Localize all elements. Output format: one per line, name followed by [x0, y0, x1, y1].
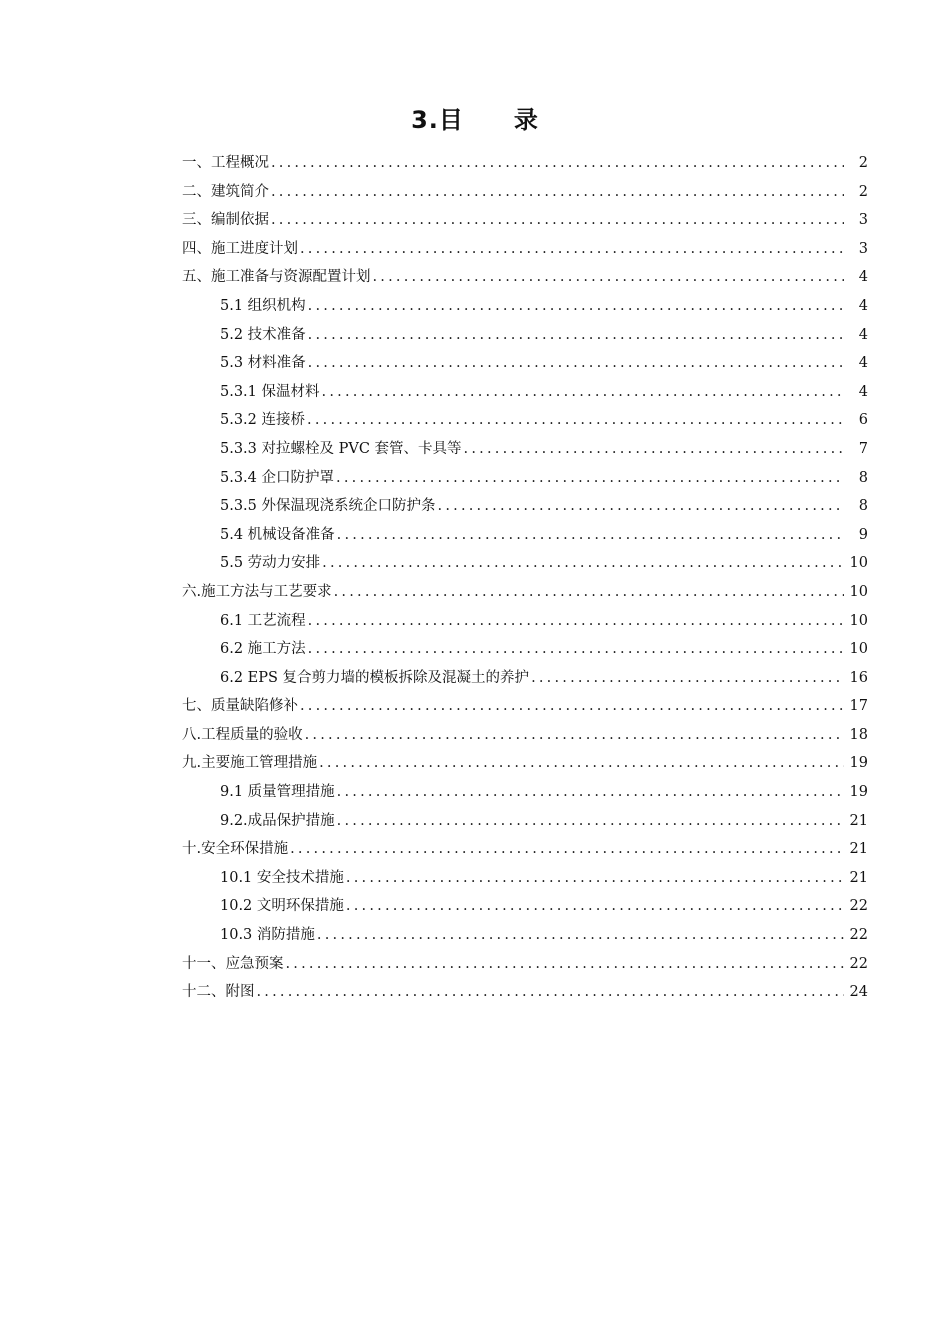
toc-entry[interactable] [182, 551, 868, 580]
toc-dot-leader [308, 298, 844, 314]
toc-dot-leader [322, 555, 843, 571]
toc-dot-leader [373, 269, 845, 285]
toc-dot-leader [308, 641, 844, 657]
toc-entry[interactable] [182, 866, 868, 895]
toc-entry[interactable] [182, 323, 868, 352]
toc-dot-leader [308, 355, 844, 371]
toc-entry-label: 5.3.5 外保温现浇系统企口防护条 [220, 498, 436, 515]
toc-entry-page-number: 21 [849, 841, 868, 858]
toc-entry[interactable] [182, 208, 868, 237]
table-of-contents [182, 151, 868, 1009]
toc-entry[interactable] [182, 523, 868, 552]
toc-dot-leader [271, 212, 844, 228]
toc-dot-leader [531, 670, 843, 686]
toc-entry-page-number: 2 [858, 155, 868, 171]
toc-entry[interactable] [182, 694, 868, 723]
toc-entry-label: 五、施工准备与资源配置计划 [182, 269, 371, 286]
toc-entry-page-number: 4 [858, 383, 868, 400]
toc-entry-label: 八.工程质量的验收 [182, 726, 303, 743]
toc-entry-label: 5.3.2 连接桥 [220, 412, 306, 429]
toc-dot-leader [346, 870, 844, 886]
toc-dot-leader [290, 841, 843, 857]
toc-entry-page-number: 4 [858, 355, 868, 372]
toc-dot-leader [334, 584, 844, 600]
toc-entry-page-number: 4 [858, 326, 868, 343]
toc-entry[interactable] [182, 265, 868, 294]
toc-entry-label: 5.2 技术准备 [220, 326, 306, 343]
toc-entry-label: 九.主要施工管理措施 [182, 755, 318, 772]
toc-entry-page-number: 21 [849, 869, 868, 886]
toc-entry[interactable] [182, 751, 868, 780]
toc-entry[interactable] [182, 351, 868, 380]
toc-entry-page-number: 24 [849, 984, 868, 1001]
toc-entry[interactable] [182, 180, 868, 209]
toc-entry-label: 6.1 工艺流程 [220, 612, 306, 629]
toc-entry-label: 5.1 组织机构 [220, 297, 306, 314]
toc-entry-label: 5.3.3 对拉螺栓及 PVC 套管、卡具等 [220, 440, 462, 457]
toc-dot-leader [286, 956, 844, 972]
toc-entry[interactable] [182, 408, 868, 437]
toc-entry[interactable] [182, 466, 868, 495]
toc-entry[interactable] [182, 894, 868, 923]
toc-entry-label: 七、质量缺陷修补 [182, 698, 298, 715]
toc-dot-leader [317, 927, 844, 943]
toc-entry[interactable] [182, 609, 868, 638]
toc-entry-page-number: 8 [858, 498, 868, 515]
toc-entry-label: 10.3 消防措施 [220, 927, 315, 944]
toc-entry-page-number: 7 [858, 440, 868, 457]
toc-entry-label: 十二、附图 [182, 984, 255, 1001]
toc-entry-page-number: 19 [849, 784, 868, 801]
toc-entry-label: 10.2 文明环保措施 [220, 898, 344, 915]
toc-entry[interactable] [182, 494, 868, 523]
toc-entry[interactable] [182, 637, 868, 666]
toc-entry[interactable] [182, 294, 868, 323]
toc-entry-label: 6.2 EPS 复合剪力墙的模板拆除及混凝土的养护 [220, 669, 530, 686]
toc-entry-label: 十一、应急预案 [182, 955, 284, 972]
toc-entry-label: 三、编制依据 [182, 212, 269, 229]
toc-entry-label: 一、工程概况 [182, 155, 269, 171]
toc-dot-leader [438, 498, 844, 514]
toc-entry-page-number: 4 [858, 269, 868, 286]
toc-dot-leader [271, 155, 844, 171]
toc-dot-leader [336, 470, 844, 486]
toc-entry-page-number: 4 [858, 297, 868, 314]
toc-entry[interactable] [182, 380, 868, 409]
toc-dot-leader [337, 813, 844, 829]
toc-entry[interactable] [182, 837, 868, 866]
toc-dot-leader [346, 898, 844, 914]
toc-entry-page-number: 17 [849, 698, 868, 715]
toc-entry-label: 5.5 劳动力安排 [220, 555, 321, 572]
toc-entry-label: 5.4 机械设备准备 [220, 526, 335, 543]
toc-entry[interactable] [182, 980, 868, 1009]
toc-dot-leader [300, 241, 844, 257]
toc-entry-page-number: 10 [849, 641, 868, 658]
toc-entry[interactable] [182, 580, 868, 609]
toc-entry-page-number: 22 [849, 898, 868, 915]
toc-dot-leader [307, 412, 844, 428]
toc-dot-leader [464, 441, 844, 457]
toc-entry[interactable] [182, 723, 868, 752]
page-title: 3.目 录 [411, 106, 539, 134]
toc-entry-page-number: 9 [858, 526, 868, 543]
toc-dot-leader [308, 613, 844, 629]
toc-entry-label: 9.1 质量管理措施 [220, 784, 335, 801]
toc-entry-page-number: 22 [849, 927, 868, 944]
toc-entry-page-number: 19 [849, 755, 868, 772]
toc-entry-label: 六.施工方法与工艺要求 [182, 583, 332, 600]
toc-dot-leader [319, 755, 843, 771]
toc-entry-label: 5.3 材料准备 [220, 355, 306, 372]
toc-dot-leader [300, 698, 844, 714]
toc-entry-page-number: 22 [849, 955, 868, 972]
toc-entry-page-number: 3 [858, 240, 868, 257]
toc-entry-page-number: 18 [849, 726, 868, 743]
toc-entry-page-number: 10 [849, 612, 868, 629]
toc-dot-leader [308, 327, 844, 343]
toc-entry-label: 9.2.成品保护措施 [220, 812, 335, 829]
toc-entry[interactable] [182, 666, 868, 695]
toc-entry[interactable] [182, 151, 868, 180]
toc-entry-label: 5.3.1 保温材料 [220, 383, 320, 400]
toc-dot-leader [305, 727, 844, 743]
toc-entry-label: 二、建筑简介 [182, 183, 269, 200]
toc-entry-page-number: 21 [849, 812, 868, 829]
toc-entry[interactable] [182, 952, 868, 981]
toc-entry-label: 十.安全环保措施 [182, 841, 289, 858]
toc-entry-label: 6.2 施工方法 [220, 641, 306, 658]
toc-entry-page-number: 10 [849, 555, 868, 572]
toc-entry-label: 四、施工进度计划 [182, 240, 298, 257]
toc-dot-leader [271, 184, 844, 200]
toc-dot-leader [322, 384, 844, 400]
toc-entry-page-number: 2 [858, 183, 868, 200]
toc-entry-page-number: 6 [858, 412, 868, 429]
toc-entry[interactable] [182, 923, 868, 952]
toc-entry[interactable] [182, 809, 868, 838]
toc-entry-page-number: 10 [849, 583, 868, 600]
toc-dot-leader [257, 984, 844, 1000]
toc-entry[interactable] [182, 780, 868, 809]
toc-dot-leader [337, 527, 844, 543]
toc-entry-label: 5.3.4 企口防护罩 [220, 469, 335, 486]
toc-entry-label: 10.1 安全技术措施 [220, 869, 344, 886]
toc-entry[interactable] [182, 237, 868, 266]
toc-entry-page-number: 8 [858, 469, 868, 486]
toc-entry[interactable] [182, 437, 868, 466]
toc-entry-page-number: 16 [849, 669, 868, 686]
toc-dot-leader [337, 784, 844, 800]
toc-entry-page-number: 3 [858, 212, 868, 229]
